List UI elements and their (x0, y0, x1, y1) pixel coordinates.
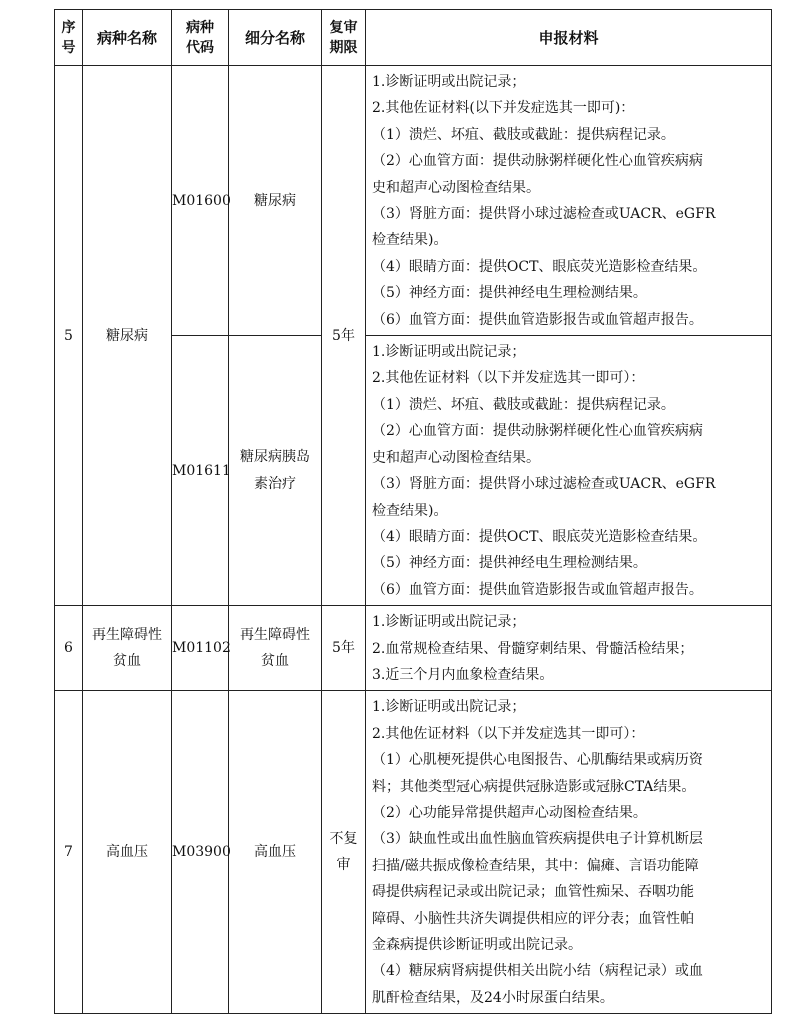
table-row-anemia (55, 606, 772, 691)
header-disease-name: 病种名称 (83, 10, 172, 66)
cell-code-M03900: M03900 (172, 691, 229, 1014)
header-materials: 申报材料 (366, 10, 772, 66)
cell-seq-7: 7 (55, 691, 83, 1014)
header-row (55, 10, 772, 66)
cell-seq-5: 5 (55, 66, 83, 606)
header-seq: 序 号 (55, 10, 83, 66)
cell-disease-name-diabetes: 糖尿病 (83, 66, 172, 606)
cell-materials-M01102: 1.诊断证明或出院记录； 2.血常规检查结果、骨髓穿刺结果、骨髓活检结果； 3.近三个月内血象检查结果。 (366, 606, 772, 691)
cell-period-anemia: 5年 (322, 606, 366, 691)
cell-seq-6: 6 (55, 606, 83, 691)
cell-sub-name-hypertension: 高血压 (229, 691, 322, 1014)
cell-sub-name-anemia: 再生障碍性 贫血 (229, 606, 322, 691)
cell-period-diabetes: 5年 (322, 66, 366, 606)
cell-code-M01600: M01600 (172, 66, 229, 336)
header-sub-name: 细分名称 (229, 10, 322, 66)
cell-code-M01611: M01611 (172, 336, 229, 606)
cell-code-M01102: M01102 (172, 606, 229, 691)
cell-materials-M01600: 1.诊断证明或出院记录； 2.其他佐证材料(以下并发症选其一即可)： （1）溃烂、坏疽、截肢或截趾：提供病程记录。 （2）心血管方面：提供动脉粥样硬化性心血管疾病病 史和超声心动图检查结果。 （3）肾脏方面：提供肾小球过滤检查或UACR、eGFR 检查结果)。 （4）眼睛方面：提供OCT、眼底荧光造影检查结果。 （5）神经方面：提供神经电生理检测结果。 （6）血管方面：提供血管造影报告或血管超声报告。 (366, 66, 772, 336)
cell-disease-name-anemia: 再生障碍性 贫血 (83, 606, 172, 691)
cell-disease-name-hypertension: 高血压 (83, 691, 172, 1014)
cell-materials-M03900: 1.诊断证明或出院记录； 2.其他佐证材料（以下并发症选其一即可）： （1）心肌梗死提供心电图报告、心肌酶结果或病历资 料；其他类型冠心病提供冠脉造影或冠脉CTA结果。 （2）心功能异常提供超声心动图检查结果。 （3）缺血性或出血性脑血管疾病提供电子计算机断层 扫描/磁共振成像检查结果，其中：偏瘫、言语功能障 碍提供病程记录或出院记录；血管性痴呆、吞咽功能 障碍、小脑性共济失调提供相应的评分表；血管性帕 金森病提供诊断证明或出院记录。 （4）糖尿病肾病提供相关出院小结（病程记录）或血 肌酐检查结果，及24小时尿蛋白结果。 (366, 691, 772, 1014)
table-row-hypertension (55, 691, 772, 1014)
cell-materials-M01611: 1.诊断证明或出院记录； 2.其他佐证材料（以下并发症选其一即可）： （1）溃烂、坏疽、截肢或截趾：提供病程记录。 （2）心血管方面：提供动脉粥样硬化性心血管疾病病 史和超声心动图检查结果。 （3）肾脏方面：提供肾小球过滤检查或UACR、eGFR 检查结果)。 （4）眼睛方面：提供OCT、眼底荧光造影检查结果。 （5）神经方面：提供神经电生理检测结果。 （6）血管方面：提供血管造影报告或血管超声报告。 (366, 336, 772, 606)
cell-sub-name-diabetes: 糖尿病 (229, 66, 322, 336)
table-row-diabetes-1 (55, 66, 772, 336)
cell-sub-name-insulin: 糖尿病胰岛 素治疗 (229, 336, 322, 606)
disease-materials-table (54, 9, 772, 1014)
header-review-period: 复审 期限 (322, 10, 366, 66)
header-disease-code: 病种 代码 (172, 10, 229, 66)
cell-period-hypertension: 不复 审 (322, 691, 366, 1014)
